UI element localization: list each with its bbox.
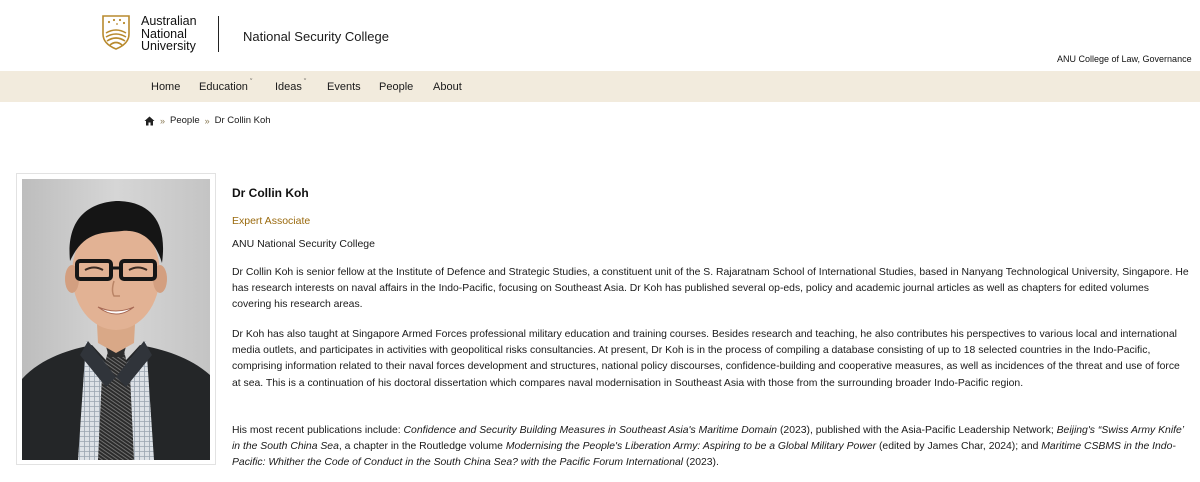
profile-role: Expert Associate (232, 215, 311, 227)
bio-text: (2023). (683, 457, 719, 469)
home-icon[interactable] (144, 116, 155, 126)
university-line-3: University (141, 39, 196, 53)
breadcrumb-separator: » (160, 115, 166, 126)
nav-ideas-label: Ideas (275, 81, 302, 93)
main-nav (0, 71, 1200, 102)
nav-about[interactable]: About (433, 81, 462, 93)
publication-title: Modernising the People's Liberation Army: Aspiring to be a Global Military Power (505, 441, 877, 453)
header-divider (218, 16, 219, 52)
bio-text: (edited by James Char, 2024); and (876, 441, 1042, 453)
nav-education-label: Education (199, 81, 248, 93)
college-title[interactable]: National Security College (243, 29, 389, 44)
bio-paragraph-2: Dr Koh has also taught at Singapore Armed Forces professional military education and training courses. Besides research and teaching, he also contributes his perspectives to various local and international media outlets, and participates in activities with geopolitical risks consultancies. At present, Dr Koh is in the process of compiling a database consisting of up to 18 selected countries in the Indo-Pacific, comprising information related to their naval forces development and structures, national policy discourses, confidence-building and cooperative measures, as well as incidences of the threat and use of force at sea. This is a continuation of his doctoral dissertation which compares naval modernisation in Southeast Asia with those from the surrounding broader Indo-Pacific region. (232, 329, 1180, 389)
chevron-down-icon: ˇ (303, 79, 307, 86)
university-line-2: National (141, 26, 187, 41)
breadcrumb-current: Dr Collin Koh (214, 115, 271, 126)
publication-title: Beijing's “Swiss Army Knife’ in the South China Sea (232, 425, 1184, 453)
profile-name: Dr Collin Koh (232, 186, 309, 200)
profile-photo (22, 179, 210, 460)
chevron-down-icon: ˇ (249, 79, 253, 86)
nav-education[interactable] (199, 81, 252, 93)
site-header (0, 0, 1200, 71)
breadcrumb-separator: » (204, 115, 210, 126)
bio-paragraph-1: Dr Collin Koh is senior fellow at the Institute of Defence and Strategic Studies, a constituent unit of the S. Rajaratnam School of International Studies, based in Nanyang Technological University, Singapore. He has research interests on naval affairs in the Indo-Pacific, focusing on Southeast Asia. Dr Koh has published several op-eds, policy and academic journal articles as well as chapters for edited volumes covering his research areas. (232, 267, 1189, 311)
college-of-link[interactable]: ANU College of Law, Governance (1057, 54, 1192, 64)
nav-ideas[interactable] (275, 81, 306, 93)
bio-text: , a chapter in the Routledge volume (338, 441, 506, 453)
nav-home[interactable]: Home (151, 81, 181, 93)
anu-crest-icon[interactable] (101, 14, 131, 50)
breadcrumb (144, 115, 271, 126)
publication-title: Maritime CSBMS in the Indo-Pacific: Whither the Code of Conduct in the South China Sea? with the Pacific Forum International (232, 441, 1176, 469)
breadcrumb-people[interactable]: People (170, 115, 200, 126)
bio-paragraph-3 (232, 423, 1190, 472)
bio-text: (2023), published with the Asia-Pacific Leadership Network; (777, 425, 1057, 436)
profile-photo-card (16, 173, 216, 465)
nav-events[interactable]: Events (327, 81, 361, 93)
profile-organisation: ANU National Security College (232, 238, 375, 250)
publication-title: Confidence and Security Building Measures in Southeast Asia's Maritime Domain (403, 425, 778, 436)
university-line-1: Australian (141, 14, 197, 28)
nav-people[interactable]: People (379, 81, 414, 93)
university-wordmark[interactable] (141, 15, 197, 53)
bio-text: His most recent publications include: (232, 425, 404, 436)
